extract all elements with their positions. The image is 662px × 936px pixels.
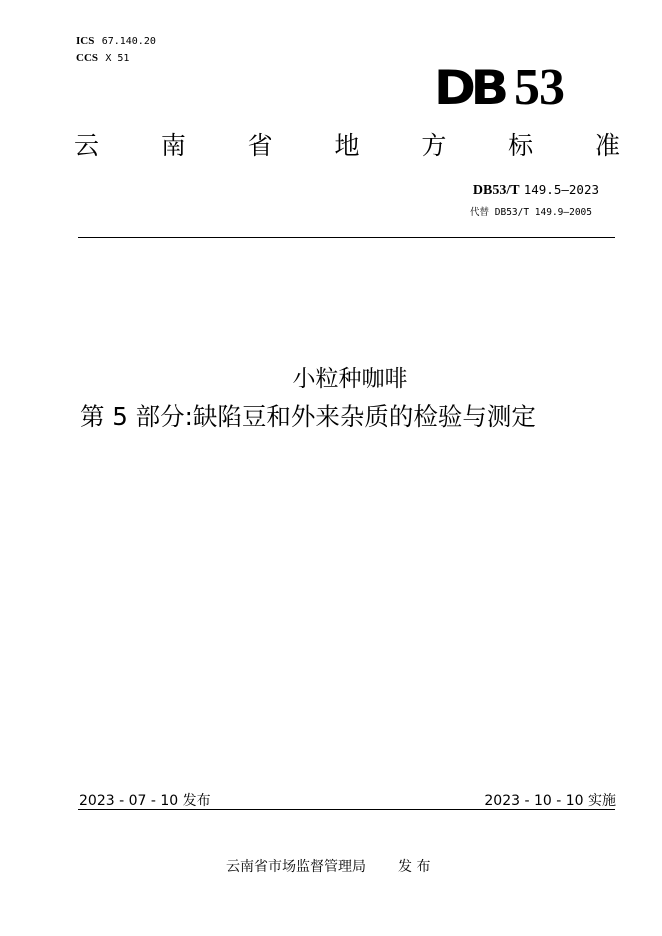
standard-number: [473, 182, 599, 199]
implement-date: 2023 - 10 - 10 实施: [484, 793, 616, 809]
title-line-1: 小粒种咖啡: [292, 366, 408, 392]
ics-row: [76, 33, 156, 50]
ics-label: ICS: [76, 35, 95, 47]
standard-number-value: 149.5—2023: [523, 182, 599, 197]
standard-number-prefix: DB53/T: [472, 183, 520, 198]
standard-type-char: 准: [594, 131, 620, 160]
ccs-value: X 51: [105, 53, 130, 64]
standard-type-heading: [74, 128, 620, 164]
standard-type-char: 地: [334, 131, 360, 160]
issuer: [226, 856, 430, 876]
logo-number: 53: [514, 59, 564, 116]
publish-date: 2023 - 07 - 10 发布: [79, 793, 211, 809]
replaces-standard: 代替 DB53/T 149.9—2005: [470, 207, 592, 218]
standard-type-char: 标: [508, 131, 534, 160]
classification-codes: [76, 33, 156, 67]
top-divider: [78, 237, 615, 238]
issuer-name: 云南省市场监督管理局: [226, 859, 366, 875]
standard-type-char: 方: [421, 131, 447, 160]
standard-type-char: 省: [247, 131, 273, 160]
issuer-action: 发 布: [398, 859, 431, 875]
bottom-divider: [78, 809, 615, 810]
db53-logo: [433, 58, 564, 116]
logo-letters: DB: [433, 61, 504, 116]
standard-type-char: 云: [74, 131, 100, 160]
title-line-2: 第 5 部分:缺陷豆和外来杂质的检验与测定: [80, 402, 536, 431]
ccs-row: [76, 50, 156, 67]
ccs-label: CCS: [76, 52, 99, 64]
standard-type-char: 南: [160, 131, 186, 160]
ics-value: 67.140.20: [101, 36, 156, 47]
